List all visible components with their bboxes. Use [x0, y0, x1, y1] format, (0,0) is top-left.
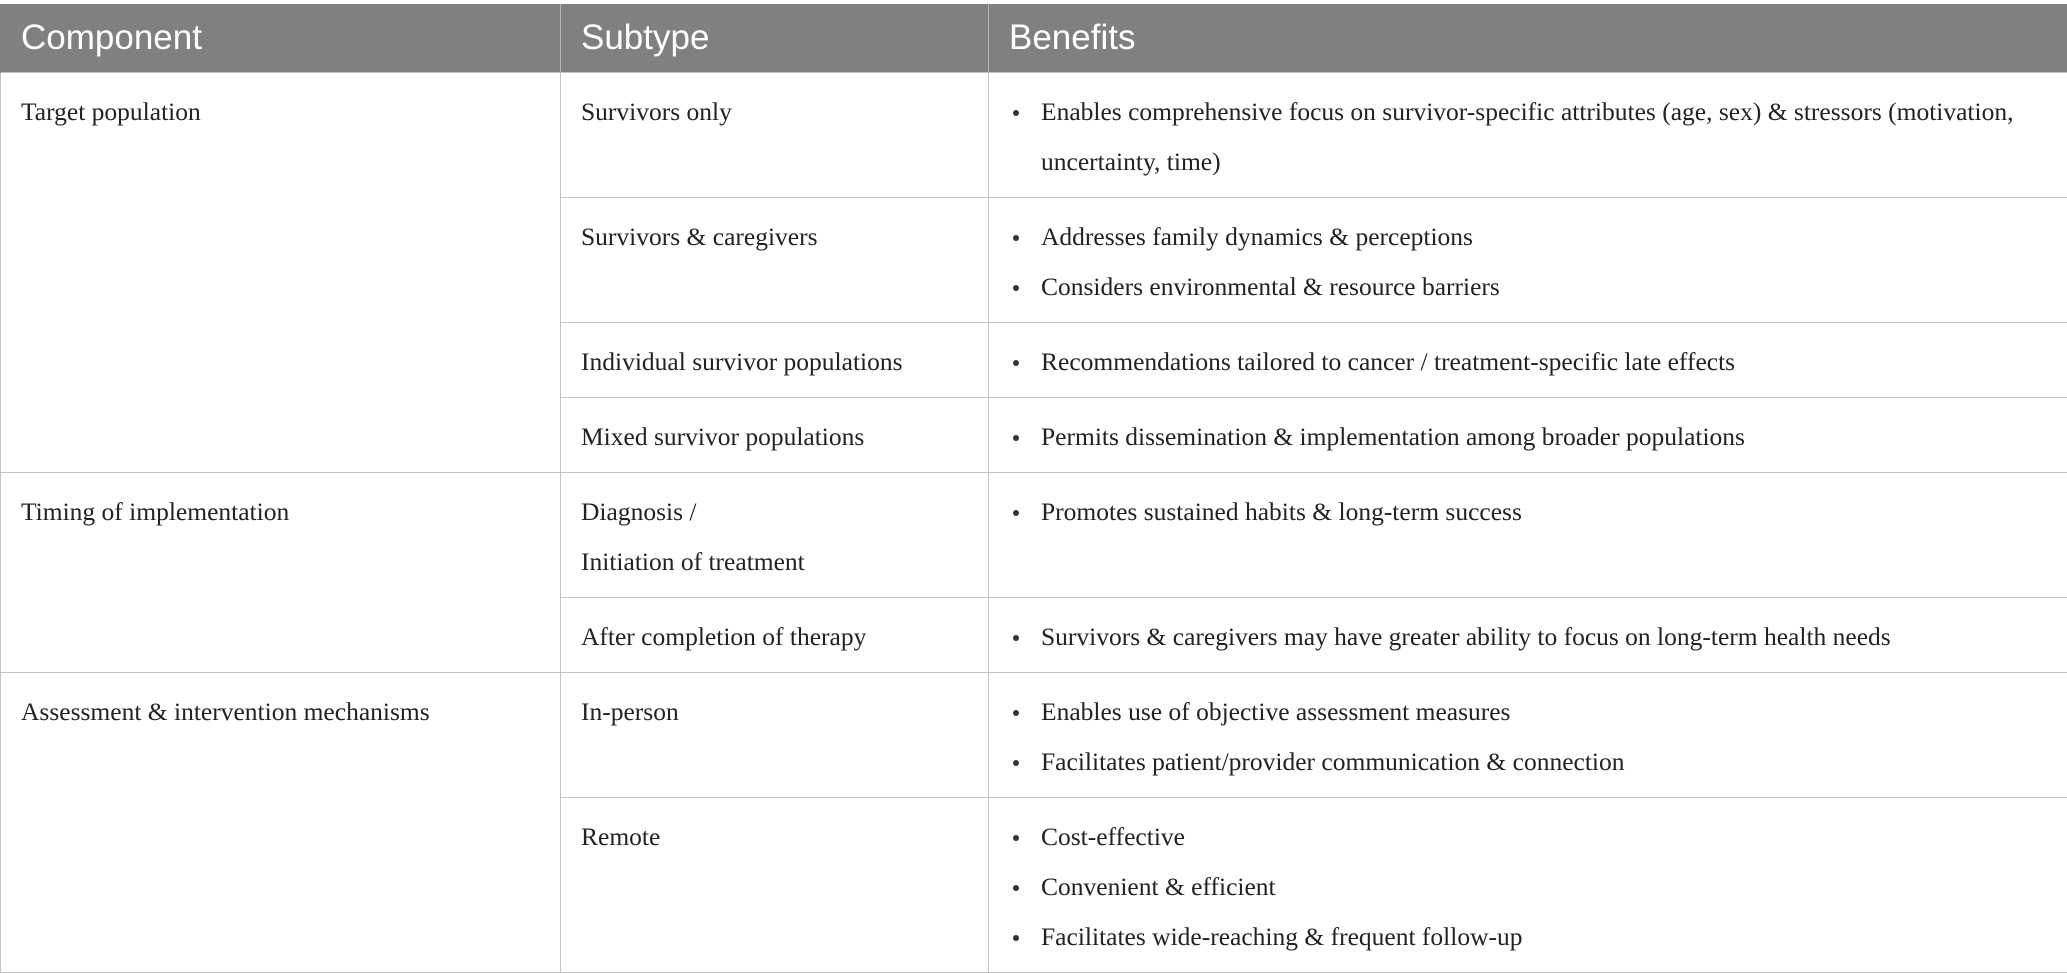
- table-row: [1, 73, 2067, 198]
- subtype-line: Survivors & caregivers: [581, 212, 978, 262]
- subtype-line: Individual survivor populations: [581, 337, 978, 387]
- table-header-row: [1, 4, 2067, 73]
- subtype-cell: [561, 73, 989, 198]
- subtype-line: Initiation of treatment: [581, 537, 978, 587]
- benefit-item: Recommendations tailored to cancer / treatment-specific late effects: [1009, 337, 2057, 387]
- subtype-cell: [561, 323, 989, 398]
- benefit-item: Survivors & caregivers may have greater ability to focus on long-term health needs: [1009, 612, 2057, 662]
- benefits-cell: [989, 673, 2067, 798]
- subtype-line: After completion of therapy: [581, 612, 978, 662]
- benefit-item: Cost-effective: [1009, 812, 2057, 862]
- benefits-cell: [989, 473, 2067, 598]
- subtype-line: Diagnosis /: [581, 487, 978, 537]
- benefit-item: Facilitates wide-reaching & frequent follow-up: [1009, 912, 2057, 962]
- subtype-cell: [561, 398, 989, 473]
- benefit-item: Enables comprehensive focus on survivor-specific attributes (age, sex) & stressors (motivation, uncertainty, time): [1009, 87, 2057, 187]
- subtype-line: In-person: [581, 687, 978, 737]
- subtype-line: Survivors only: [581, 87, 978, 137]
- benefit-item: Considers environmental & resource barriers: [1009, 262, 2057, 312]
- component-cell: Target population: [1, 73, 561, 473]
- subtype-cell: [561, 598, 989, 673]
- component-cell: Assessment & intervention mechanisms: [1, 673, 561, 973]
- subtype-line: Remote: [581, 812, 978, 862]
- subtype-cell: [561, 198, 989, 323]
- subtype-cell: [561, 673, 989, 798]
- table-row: [1, 673, 2067, 798]
- benefits-cell: [989, 598, 2067, 673]
- benefit-item: Facilitates patient/provider communication & connection: [1009, 737, 2057, 787]
- header-benefits: Benefits: [989, 4, 2067, 73]
- benefit-item: Convenient & efficient: [1009, 862, 2057, 912]
- subtype-cell: [561, 473, 989, 598]
- benefits-cell: [989, 398, 2067, 473]
- header-subtype: Subtype: [561, 4, 989, 73]
- subtype-cell: [561, 798, 989, 973]
- subtype-line: Mixed survivor populations: [581, 412, 978, 462]
- table-row: [1, 473, 2067, 598]
- benefits-table: [0, 4, 2067, 973]
- benefits-cell: [989, 198, 2067, 323]
- benefits-cell: [989, 798, 2067, 973]
- header-component: Component: [1, 4, 561, 73]
- benefits-cell: [989, 73, 2067, 198]
- component-cell: Timing of implementation: [1, 473, 561, 673]
- benefit-item: Promotes sustained habits & long-term success: [1009, 487, 2057, 537]
- benefit-item: Addresses family dynamics & perceptions: [1009, 212, 2057, 262]
- benefit-item: Permits dissemination & implementation among broader populations: [1009, 412, 2057, 462]
- benefit-item: Enables use of objective assessment measures: [1009, 687, 2057, 737]
- benefits-cell: [989, 323, 2067, 398]
